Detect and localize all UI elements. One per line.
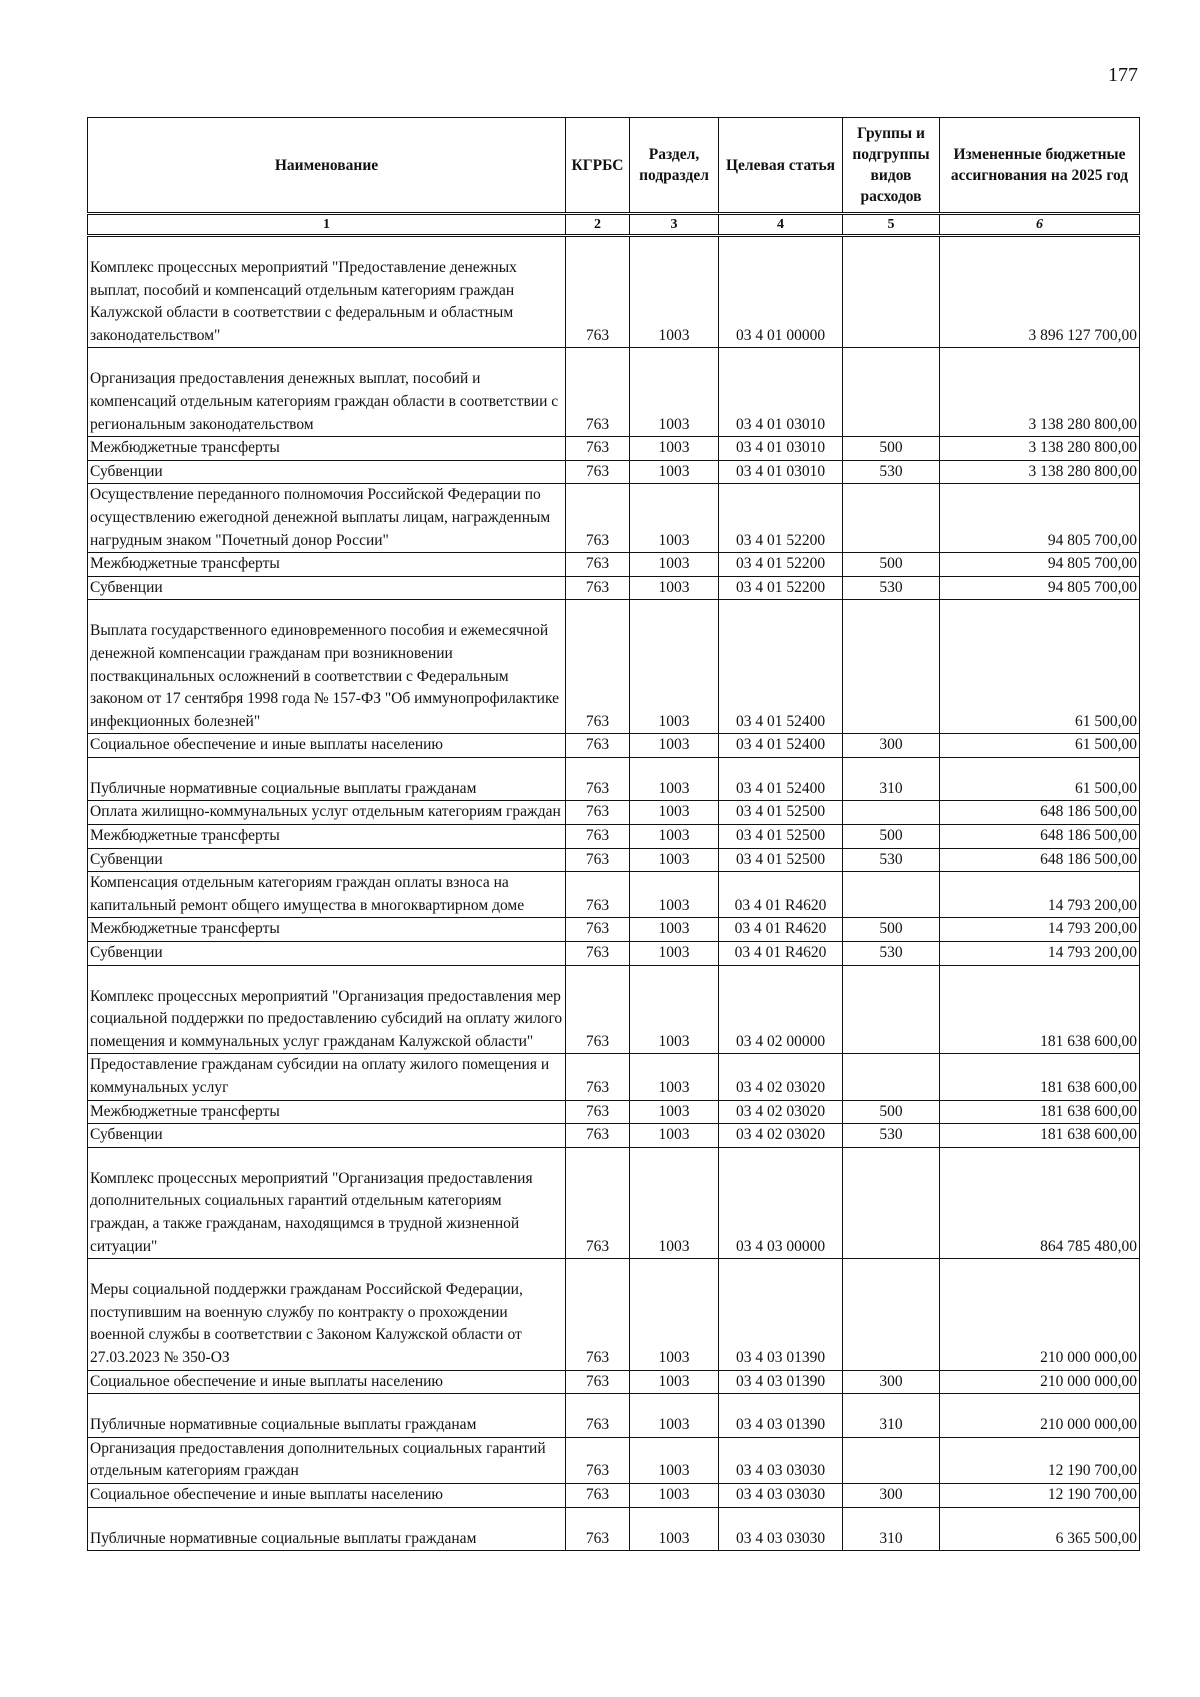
- column-number: 1: [88, 214, 566, 236]
- row-kgrbs-cell: 763: [566, 576, 630, 600]
- row-name-cell: Субвенции: [88, 460, 566, 484]
- row-section-cell: 1003: [630, 1100, 719, 1124]
- row-target-cell: 03 4 03 01390: [719, 1394, 843, 1438]
- table-row: [88, 1370, 1140, 1394]
- row-section-cell: 1003: [630, 1147, 719, 1258]
- table-row: [88, 942, 1140, 966]
- table-header-row: [88, 118, 1140, 214]
- row-amount-cell: 181 638 600,00: [940, 1124, 1140, 1148]
- row-group-cell: 300: [843, 1370, 940, 1394]
- column-number: 6: [940, 214, 1140, 236]
- row-group-cell: [843, 236, 940, 348]
- row-name-cell: Осуществление переданного полномочия Российской Федерации по осуществлению ежегодной денежной выплаты лицам, награжденным нагрудным знаком "Почетный донор России": [88, 484, 566, 553]
- row-section-cell: 1003: [630, 484, 719, 553]
- header-target: Целевая статья: [719, 118, 843, 214]
- header-amount: Измененные бюджетные ассигнования на 2025 год: [940, 118, 1140, 214]
- row-group-cell: 300: [843, 734, 940, 758]
- row-section-cell: 1003: [630, 825, 719, 849]
- row-name-cell: Компенсация отдельным категориям граждан оплаты взноса на капитальный ремонт общего имущества в многоквартирном доме: [88, 872, 566, 918]
- row-section-cell: 1003: [630, 1370, 719, 1394]
- row-target-cell: 03 4 01 03010: [719, 348, 843, 437]
- row-kgrbs-cell: 763: [566, 484, 630, 553]
- row-group-cell: [843, 872, 940, 918]
- table-body: [88, 236, 1140, 1551]
- row-group-cell: 500: [843, 553, 940, 577]
- table-row: [88, 553, 1140, 577]
- row-name-cell: Комплекс процессных мероприятий "Организация предоставления мер социальной поддержки по предоставлению субсидий на оплату жилого помещения и коммунальных услуг гражданам Калужской области": [88, 965, 566, 1054]
- row-amount-cell: 6 365 500,00: [940, 1507, 1140, 1551]
- row-group-cell: [843, 1054, 940, 1100]
- row-target-cell: 03 4 01 52200: [719, 576, 843, 600]
- row-kgrbs-cell: 763: [566, 734, 630, 758]
- row-group-cell: [843, 1147, 940, 1258]
- row-section-cell: 1003: [630, 757, 719, 801]
- row-target-cell: 03 4 03 01390: [719, 1259, 843, 1370]
- row-section-cell: 1003: [630, 848, 719, 872]
- page-number: 177: [1108, 64, 1138, 86]
- row-section-cell: 1003: [630, 1394, 719, 1438]
- row-amount-cell: 648 186 500,00: [940, 848, 1140, 872]
- row-name-cell: Публичные нормативные социальные выплаты гражданам: [88, 1507, 566, 1551]
- row-amount-cell: 181 638 600,00: [940, 1054, 1140, 1100]
- table-row: [88, 757, 1140, 801]
- row-section-cell: 1003: [630, 348, 719, 437]
- row-kgrbs-cell: 763: [566, 825, 630, 849]
- row-amount-cell: 14 793 200,00: [940, 942, 1140, 966]
- row-section-cell: 1003: [630, 801, 719, 825]
- table-row: [88, 734, 1140, 758]
- row-target-cell: 03 4 03 03030: [719, 1507, 843, 1551]
- row-name-cell: Субвенции: [88, 942, 566, 966]
- row-name-cell: Межбюджетные трансферты: [88, 825, 566, 849]
- row-amount-cell: 61 500,00: [940, 734, 1140, 758]
- row-target-cell: 03 4 02 03020: [719, 1124, 843, 1148]
- row-group-cell: [843, 600, 940, 734]
- header-kgrbs: КГРБС: [566, 118, 630, 214]
- row-kgrbs-cell: 763: [566, 1483, 630, 1507]
- row-amount-cell: 14 793 200,00: [940, 918, 1140, 942]
- row-target-cell: 03 4 01 52500: [719, 848, 843, 872]
- row-group-cell: 500: [843, 437, 940, 461]
- row-group-cell: [843, 801, 940, 825]
- row-target-cell: 03 4 01 52400: [719, 734, 843, 758]
- table-row: [88, 872, 1140, 918]
- row-section-cell: 1003: [630, 600, 719, 734]
- row-target-cell: 03 4 01 52400: [719, 757, 843, 801]
- row-kgrbs-cell: 763: [566, 872, 630, 918]
- row-amount-cell: 94 805 700,00: [940, 576, 1140, 600]
- table-row: [88, 1483, 1140, 1507]
- row-section-cell: 1003: [630, 872, 719, 918]
- row-kgrbs-cell: 763: [566, 1100, 630, 1124]
- column-number: 5: [843, 214, 940, 236]
- row-amount-cell: 3 896 127 700,00: [940, 236, 1140, 348]
- row-section-cell: 1003: [630, 576, 719, 600]
- row-target-cell: 03 4 01 R4620: [719, 872, 843, 918]
- table-row: [88, 1124, 1140, 1148]
- row-kgrbs-cell: 763: [566, 1259, 630, 1370]
- row-amount-cell: 61 500,00: [940, 600, 1140, 734]
- table-row: [88, 576, 1140, 600]
- row-amount-cell: 14 793 200,00: [940, 872, 1140, 918]
- row-name-cell: Социальное обеспечение и иные выплаты населению: [88, 1370, 566, 1394]
- column-number: 2: [566, 214, 630, 236]
- table-row: [88, 1507, 1140, 1551]
- column-number: 4: [719, 214, 843, 236]
- row-kgrbs-cell: 763: [566, 1437, 630, 1483]
- row-amount-cell: 648 186 500,00: [940, 825, 1140, 849]
- row-amount-cell: 210 000 000,00: [940, 1370, 1140, 1394]
- row-name-cell: Выплата государственного единовременного пособия и ежемесячной денежной компенсации гражданам при возникновении поствакцинальных осложнений в соответствии с Федеральным законом от 17 сентября 1998 года № 157-ФЗ "Об иммунопрофилактике инфекционных болезней": [88, 600, 566, 734]
- row-name-cell: Социальное обеспечение и иные выплаты населению: [88, 1483, 566, 1507]
- row-name-cell: Межбюджетные трансферты: [88, 437, 566, 461]
- row-section-cell: 1003: [630, 965, 719, 1054]
- row-kgrbs-cell: 763: [566, 1054, 630, 1100]
- row-target-cell: 03 4 02 03020: [719, 1100, 843, 1124]
- row-group-cell: 500: [843, 1100, 940, 1124]
- row-section-cell: 1003: [630, 1124, 719, 1148]
- row-amount-cell: 210 000 000,00: [940, 1394, 1140, 1438]
- row-kgrbs-cell: 763: [566, 942, 630, 966]
- row-kgrbs-cell: 763: [566, 1394, 630, 1438]
- column-number-row: [88, 214, 1140, 236]
- row-name-cell: Оплата жилищно-коммунальных услуг отдельным категориям граждан: [88, 801, 566, 825]
- row-group-cell: 530: [843, 848, 940, 872]
- row-group-cell: 530: [843, 576, 940, 600]
- row-section-cell: 1003: [630, 460, 719, 484]
- table-row: [88, 825, 1140, 849]
- table-row: [88, 484, 1140, 553]
- row-group-cell: 530: [843, 460, 940, 484]
- row-target-cell: 03 4 01 00000: [719, 236, 843, 348]
- row-name-cell: Межбюджетные трансферты: [88, 553, 566, 577]
- header-section: Раздел, подраздел: [630, 118, 719, 214]
- row-section-cell: 1003: [630, 1437, 719, 1483]
- row-amount-cell: 648 186 500,00: [940, 801, 1140, 825]
- row-name-cell: Субвенции: [88, 1124, 566, 1148]
- row-name-cell: Межбюджетные трансферты: [88, 1100, 566, 1124]
- row-group-cell: 500: [843, 825, 940, 849]
- row-target-cell: 03 4 03 03030: [719, 1437, 843, 1483]
- row-amount-cell: 94 805 700,00: [940, 484, 1140, 553]
- row-target-cell: 03 4 01 52200: [719, 553, 843, 577]
- row-group-cell: 530: [843, 942, 940, 966]
- row-target-cell: 03 4 01 52200: [719, 484, 843, 553]
- row-kgrbs-cell: 763: [566, 437, 630, 461]
- row-group-cell: 500: [843, 918, 940, 942]
- row-section-cell: 1003: [630, 236, 719, 348]
- row-kgrbs-cell: 763: [566, 236, 630, 348]
- row-name-cell: Публичные нормативные социальные выплаты гражданам: [88, 757, 566, 801]
- row-amount-cell: 94 805 700,00: [940, 553, 1140, 577]
- table-row: [88, 437, 1140, 461]
- row-target-cell: 03 4 03 00000: [719, 1147, 843, 1258]
- row-target-cell: 03 4 01 52400: [719, 600, 843, 734]
- table-row: [88, 348, 1140, 437]
- row-section-cell: 1003: [630, 1259, 719, 1370]
- row-group-cell: 310: [843, 1507, 940, 1551]
- table-row: [88, 965, 1140, 1054]
- row-section-cell: 1003: [630, 1483, 719, 1507]
- row-amount-cell: 3 138 280 800,00: [940, 460, 1140, 484]
- row-kgrbs-cell: 763: [566, 801, 630, 825]
- budget-table: [87, 117, 1140, 1551]
- table-row: [88, 1437, 1140, 1483]
- row-name-cell: Комплекс процессных мероприятий "Организация предоставления дополнительных социальных гарантий отдельным категориям граждан, а также гражданам, находящимся в трудной жизненной ситуации": [88, 1147, 566, 1258]
- row-target-cell: 03 4 01 R4620: [719, 942, 843, 966]
- row-group-cell: 310: [843, 757, 940, 801]
- row-kgrbs-cell: 763: [566, 757, 630, 801]
- table-row: [88, 1394, 1140, 1438]
- row-section-cell: 1003: [630, 734, 719, 758]
- row-amount-cell: 61 500,00: [940, 757, 1140, 801]
- row-name-cell: Организация предоставления денежных выплат, пособий и компенсаций отдельным категориям граждан области в соответствии с региональным законодательством: [88, 348, 566, 437]
- row-group-cell: [843, 348, 940, 437]
- table-row: [88, 460, 1140, 484]
- row-amount-cell: 864 785 480,00: [940, 1147, 1140, 1258]
- row-kgrbs-cell: 763: [566, 553, 630, 577]
- row-kgrbs-cell: 763: [566, 600, 630, 734]
- row-name-cell: Предоставление гражданам субсидии на оплату жилого помещения и коммунальных услуг: [88, 1054, 566, 1100]
- row-target-cell: 03 4 01 03010: [719, 437, 843, 461]
- row-target-cell: 03 4 01 R4620: [719, 918, 843, 942]
- table-row: [88, 1147, 1140, 1258]
- row-group-cell: [843, 1259, 940, 1370]
- row-section-cell: 1003: [630, 1507, 719, 1551]
- row-group-cell: [843, 965, 940, 1054]
- row-group-cell: 530: [843, 1124, 940, 1148]
- header-name: Наименование: [88, 118, 566, 214]
- row-kgrbs-cell: 763: [566, 460, 630, 484]
- header-groups: Группы и подгруппы видов расходов: [843, 118, 940, 214]
- row-group-cell: 300: [843, 1483, 940, 1507]
- row-name-cell: Социальное обеспечение и иные выплаты населению: [88, 734, 566, 758]
- row-kgrbs-cell: 763: [566, 348, 630, 437]
- row-name-cell: Субвенции: [88, 576, 566, 600]
- row-group-cell: 310: [843, 1394, 940, 1438]
- row-target-cell: 03 4 03 03030: [719, 1483, 843, 1507]
- row-name-cell: Межбюджетные трансферты: [88, 918, 566, 942]
- table-row: [88, 1100, 1140, 1124]
- row-amount-cell: 12 190 700,00: [940, 1483, 1140, 1507]
- row-kgrbs-cell: 763: [566, 848, 630, 872]
- row-target-cell: 03 4 01 52500: [719, 801, 843, 825]
- column-number: 3: [630, 214, 719, 236]
- row-name-cell: Меры социальной поддержки гражданам Российской Федерации, поступившим на военную службу по контракту о прохождении военной службы в соответствии с Законом Калужской области от 27.03.2023 № 350-ОЗ: [88, 1259, 566, 1370]
- row-amount-cell: 181 638 600,00: [940, 965, 1140, 1054]
- table-row: [88, 918, 1140, 942]
- row-group-cell: [843, 1437, 940, 1483]
- row-kgrbs-cell: 763: [566, 1370, 630, 1394]
- row-group-cell: [843, 484, 940, 553]
- table-row: [88, 236, 1140, 348]
- row-section-cell: 1003: [630, 918, 719, 942]
- table-row: [88, 848, 1140, 872]
- table-row: [88, 600, 1140, 734]
- row-name-cell: Комплекс процессных мероприятий "Предоставление денежных выплат, пособий и компенсаций отдельным категориям граждан Калужской области в соответствии с федеральным и областным законодательством": [88, 236, 566, 348]
- row-kgrbs-cell: 763: [566, 965, 630, 1054]
- row-target-cell: 03 4 02 00000: [719, 965, 843, 1054]
- row-kgrbs-cell: 763: [566, 918, 630, 942]
- row-name-cell: Организация предоставления дополнительных социальных гарантий отдельным категориям граждан: [88, 1437, 566, 1483]
- row-kgrbs-cell: 763: [566, 1507, 630, 1551]
- row-kgrbs-cell: 763: [566, 1124, 630, 1148]
- table-row: [88, 801, 1140, 825]
- row-section-cell: 1003: [630, 437, 719, 461]
- row-amount-cell: 3 138 280 800,00: [940, 348, 1140, 437]
- row-target-cell: 03 4 01 52500: [719, 825, 843, 849]
- row-amount-cell: 181 638 600,00: [940, 1100, 1140, 1124]
- row-kgrbs-cell: 763: [566, 1147, 630, 1258]
- row-target-cell: 03 4 02 03020: [719, 1054, 843, 1100]
- row-target-cell: 03 4 01 03010: [719, 460, 843, 484]
- row-name-cell: Публичные нормативные социальные выплаты гражданам: [88, 1394, 566, 1438]
- table-row: [88, 1259, 1140, 1370]
- row-target-cell: 03 4 03 01390: [719, 1370, 843, 1394]
- row-amount-cell: 210 000 000,00: [940, 1259, 1140, 1370]
- row-amount-cell: 3 138 280 800,00: [940, 437, 1140, 461]
- row-section-cell: 1003: [630, 1054, 719, 1100]
- row-amount-cell: 12 190 700,00: [940, 1437, 1140, 1483]
- row-section-cell: 1003: [630, 942, 719, 966]
- row-name-cell: Субвенции: [88, 848, 566, 872]
- row-section-cell: 1003: [630, 553, 719, 577]
- table-row: [88, 1054, 1140, 1100]
